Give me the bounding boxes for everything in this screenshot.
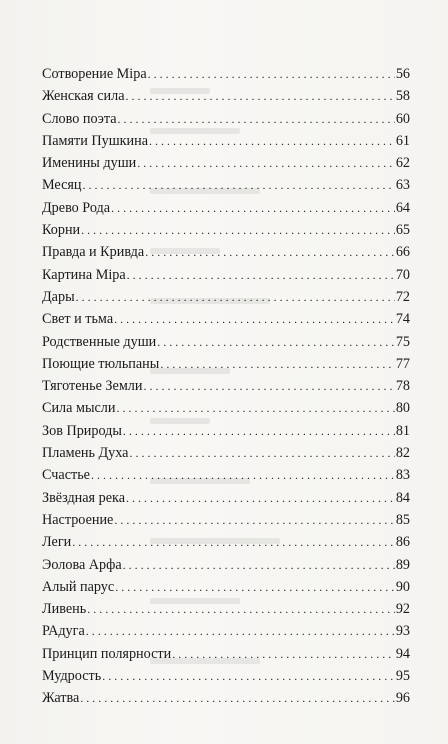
toc-entry-page-number: 74 xyxy=(395,311,410,328)
toc-entry xyxy=(42,130,410,152)
toc-entry-title: Памяти Пушкина xyxy=(42,132,149,149)
toc-entry-title: Поющие тюльпаны xyxy=(42,355,160,372)
dot-leader xyxy=(114,509,394,531)
toc-entry-page-number: 78 xyxy=(395,378,410,395)
dot-leader xyxy=(116,397,394,419)
toc-entry-title: Свет и тьма xyxy=(42,311,114,328)
toc-entry xyxy=(42,375,410,397)
dot-leader xyxy=(129,442,394,464)
toc-entry xyxy=(42,487,410,509)
toc-entry xyxy=(42,353,410,375)
dot-leader xyxy=(118,108,395,130)
toc-entry-page-number: 62 xyxy=(395,155,410,172)
dot-leader xyxy=(111,197,395,219)
toc-entry-title: Именины души xyxy=(42,155,137,172)
toc-entry xyxy=(42,554,410,576)
toc-entry xyxy=(42,197,410,219)
toc-entry-page-number: 66 xyxy=(395,244,410,261)
toc-entry xyxy=(42,264,410,286)
toc-entry xyxy=(42,665,410,687)
toc-entry-title: РАдуга xyxy=(42,623,85,640)
dot-leader xyxy=(172,643,395,665)
toc-entry xyxy=(42,531,410,553)
dot-leader xyxy=(83,174,395,196)
dot-leader xyxy=(87,598,395,620)
toc-entry-title: Сотворение Міра xyxy=(42,66,147,82)
toc-entry xyxy=(42,576,410,598)
dot-leader xyxy=(143,375,394,397)
dot-leader xyxy=(115,576,395,598)
toc-entry-page-number: 80 xyxy=(395,400,410,417)
dot-leader xyxy=(80,687,395,709)
toc-entry-title: Алый парус xyxy=(42,578,115,595)
toc-entry-title: Корни xyxy=(42,222,81,239)
toc-entry xyxy=(42,331,410,353)
dot-leader xyxy=(126,487,395,509)
toc-entry xyxy=(42,509,410,531)
toc-entry xyxy=(42,85,410,107)
dot-leader xyxy=(76,286,395,308)
toc-entry-page-number: 64 xyxy=(395,199,410,216)
toc-entry-page-number: 77 xyxy=(395,355,410,372)
toc-entry-title: Древо Рода xyxy=(42,199,111,216)
toc-entry xyxy=(42,643,410,665)
toc-entry-title: Звёздная река xyxy=(42,489,125,506)
dot-leader xyxy=(149,130,395,152)
toc-entry-title: Тяготенье Земли xyxy=(42,378,143,395)
toc-entry-page-number: 63 xyxy=(395,177,410,194)
dot-leader xyxy=(127,264,395,286)
toc-entry-page-number: 82 xyxy=(395,445,410,462)
toc-entry-page-number: 75 xyxy=(395,333,410,350)
toc-entry-page-number: 65 xyxy=(395,222,410,239)
toc-entry-title: Женская сила xyxy=(42,88,125,105)
toc-entry xyxy=(42,241,410,263)
toc-entry xyxy=(42,152,410,174)
toc-entry-page-number: 84 xyxy=(395,489,410,506)
toc-entry-title: Ливень xyxy=(42,601,87,618)
toc-entry xyxy=(42,286,410,308)
toc-entry-title: Правда и Кривда xyxy=(42,244,145,261)
toc-entry xyxy=(42,687,410,709)
toc-entry-title: Мудрость xyxy=(42,668,102,685)
toc-entry xyxy=(42,598,410,620)
dot-leader xyxy=(145,241,395,263)
toc-entry-page-number: 95 xyxy=(395,668,410,685)
table-of-contents xyxy=(42,63,410,710)
toc-entry xyxy=(42,420,410,442)
dot-leader xyxy=(137,152,395,174)
dot-leader xyxy=(148,63,395,85)
toc-entry-page-number: 90 xyxy=(395,578,410,595)
dot-leader xyxy=(72,531,395,553)
toc-entry-title: Счастье xyxy=(42,467,90,484)
toc-entry xyxy=(42,442,410,464)
toc-entry xyxy=(42,174,410,196)
dot-leader xyxy=(114,308,395,330)
dot-leader xyxy=(86,620,395,642)
toc-entry-title: Слово поэта xyxy=(42,110,117,127)
dot-leader xyxy=(157,331,395,353)
toc-entry xyxy=(42,464,410,486)
toc-entry xyxy=(42,63,410,85)
toc-entry-page-number: 92 xyxy=(395,601,410,618)
toc-entry-title: Сила мысли xyxy=(42,400,116,417)
toc-entry-title: Зов Природы xyxy=(42,422,122,439)
toc-entry-title: Пламень Духа xyxy=(42,445,129,462)
toc-entry-page-number: 61 xyxy=(395,132,410,149)
dot-leader xyxy=(160,353,395,375)
toc-entry xyxy=(42,397,410,419)
dot-leader xyxy=(123,554,395,576)
toc-entry-title: Родственные души xyxy=(42,333,157,350)
toc-entry-page-number: 86 xyxy=(395,534,410,551)
toc-entry-page-number: 70 xyxy=(395,266,410,283)
toc-entry xyxy=(42,620,410,642)
toc-entry-page-number: 93 xyxy=(395,623,410,640)
toc-entry-title: Жатва xyxy=(42,690,80,707)
dot-leader xyxy=(126,85,395,107)
toc-entry-title: Леги xyxy=(42,534,72,551)
toc-entry-title: Эолова Арфа xyxy=(42,556,122,573)
toc-entry-page-number: 58 xyxy=(395,88,410,105)
toc-entry-title: Принцип полярности xyxy=(42,645,172,662)
dot-leader xyxy=(81,219,395,241)
toc-entry-page-number: 60 xyxy=(395,110,410,127)
toc-entry-page-number: 96 xyxy=(395,690,410,707)
toc-entry-page-number: 81 xyxy=(395,422,410,439)
dot-leader xyxy=(102,665,395,687)
toc-entry-page-number: 56 xyxy=(395,66,410,82)
toc-entry-title: Настроение xyxy=(42,511,114,528)
toc-entry-page-number: 85 xyxy=(395,511,410,528)
toc-entry-page-number: 72 xyxy=(395,288,410,305)
toc-entry xyxy=(42,108,410,130)
toc-entry-title: Месяц xyxy=(42,177,82,194)
toc-entry xyxy=(42,219,410,241)
toc-entry-page-number: 83 xyxy=(395,467,410,484)
toc-entry-title: Картина Міра xyxy=(42,266,126,283)
dot-leader xyxy=(123,420,395,442)
toc-entry-page-number: 89 xyxy=(395,556,410,573)
toc-entry-title: Дары xyxy=(42,288,75,305)
toc-entry xyxy=(42,308,410,330)
dot-leader xyxy=(91,464,395,486)
toc-entry-page-number: 94 xyxy=(395,645,410,662)
